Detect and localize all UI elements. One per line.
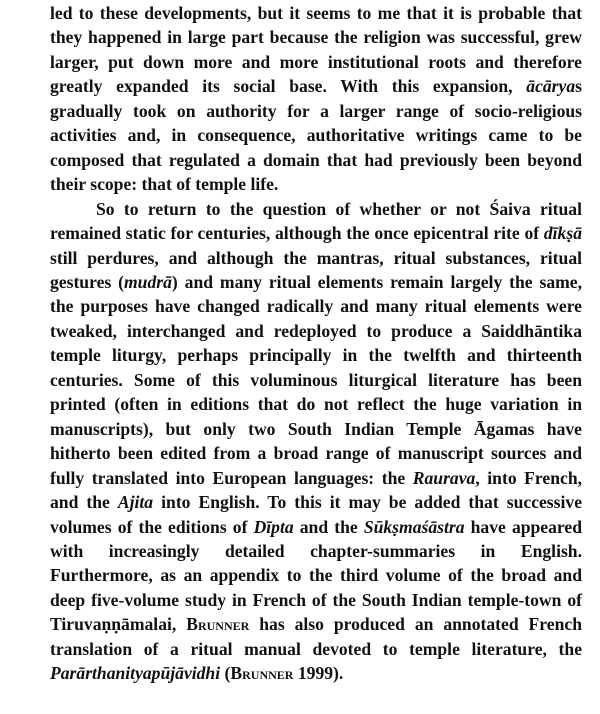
italic-term: ācārya: [526, 76, 576, 97]
paragraph-continuation: [50, 1, 582, 197]
text-run: and the: [293, 516, 364, 537]
text-run: has also produced an annotated French translation of a ritual manual devoted to temple literature, the: [50, 614, 582, 659]
text-run: (: [220, 663, 231, 684]
text-run: have appeared with increasingly detailed chapter-summaries in English. Furthermore, as an appendix to the third volume of the broad and deep five-volume study in French of the South Indian temple-town of Tiruvaṇṇāmalai,: [50, 516, 583, 635]
italic-term: Parārthanityapūjāvidhi: [50, 663, 221, 684]
text-run: So to return to the question of whether or not Śaiva ritual remained static for centuries, although the once epicentral rite of: [50, 198, 582, 244]
italic-term: mudrā: [124, 271, 172, 292]
paragraph-saiva-ritual: [50, 197, 582, 686]
text-run: led to these developments, but it seems to me that it is probable that they happened in large part because the religion was successful, grew larger, put down more and more institutional roots and therefore greatly expanded its social base. With this expansion,: [50, 3, 582, 97]
text-run: into English. To this it may be added that successive volumes of the editions of: [50, 492, 582, 537]
text-run: still perdures, and although the mantras, ritual substances, ritual gestures (: [50, 247, 582, 292]
italic-term: Ajita: [117, 492, 154, 513]
italic-term: Dīpta: [253, 516, 294, 537]
book-page-text: [50, 1, 582, 686]
italic-term: Sūkṣmaśāstra: [363, 516, 465, 537]
author-name: Brunner: [230, 663, 294, 684]
text-run: , into French, and the: [50, 467, 583, 513]
text-run: s gradually took on authority for a larger range of socio-religious activities and, in consequence, authoritative writings came to be composed that regulated a domain that had previously been beyond their scope: that of temple life.: [50, 76, 582, 195]
italic-term: dīkṣā: [543, 223, 582, 244]
text-run: 1999).: [293, 663, 344, 684]
text-run: ) and many ritual elements remain largely the same, the purposes have changed radically and many ritual elements were tweaked, interchanged and redeployed to produce a Saiddhāntika temple liturgy, perhaps principally in the twelfth and thirteenth centuries. Some of this voluminous liturgical literature has been printed (often in editions that do not reflect the huge variation in manuscripts), but only two South Indian Temple Āgamas have hitherto been edited from a broad range of manuscript sources and fully translated into European languages: the: [50, 271, 582, 488]
italic-term: Raurava: [412, 467, 476, 488]
author-name: Brunner: [186, 614, 250, 635]
